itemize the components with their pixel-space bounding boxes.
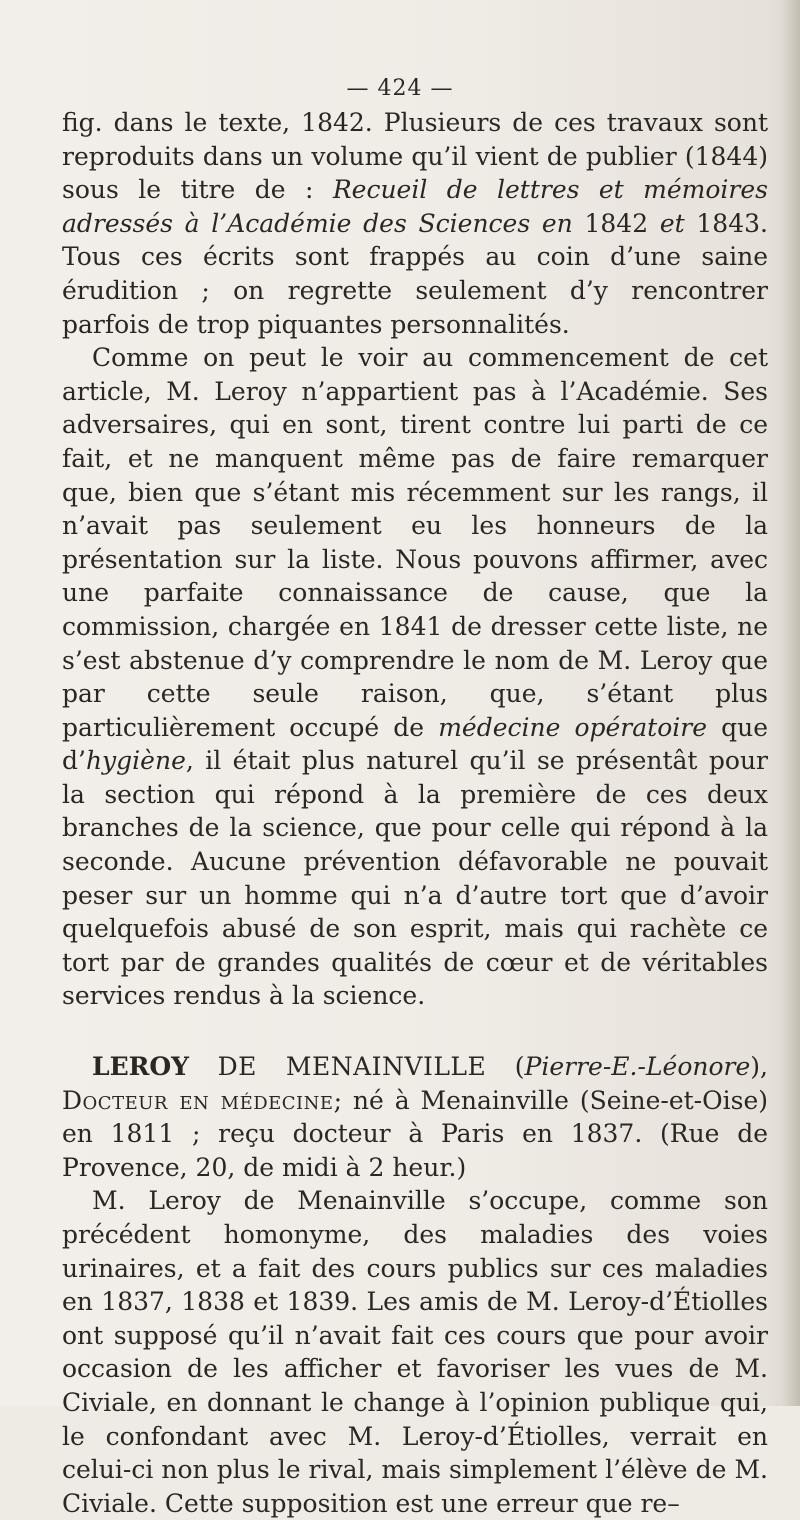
paragraph-1 bbox=[62, 106, 768, 341]
entry-heading bbox=[62, 1050, 768, 1184]
page-number: — 424 — bbox=[346, 76, 454, 101]
paragraph-4: M. Leroy de Menainville s’occupe, comme son précédent homonyme, des maladies des voies urinaires, et a fait des cours publics sur ces maladies en 1837, 1838 et 1839. Les amis de M. Leroy-d’Étiolles ont supposé qu’il n’avait fait ces cours que pour avoir occasion de les afficher et favoriser les vues de M. Civiale, en donnant le change à l’opinion publique qui, le confondant avec M. Leroy-d’Étiolles, verrait en celui-ci non plus le rival, mais simplement l’élève de M. Civiale. Cette supposition est une erreur que re– bbox=[62, 1186, 768, 1518]
entry-place-name: DE MENAINVILLE bbox=[217, 1052, 487, 1082]
entry-given-close: ), bbox=[750, 1052, 768, 1082]
paragraph-2-italic-medecine: médecine opératoire bbox=[438, 712, 708, 742]
entry-given-names: Pierre-E.-Léonore bbox=[524, 1052, 751, 1082]
page-body bbox=[62, 106, 768, 1520]
entry-title: Docteur en médecine bbox=[62, 1085, 334, 1115]
paragraph-1-end: 1843. Tous ces écrits sont frappés au coin d’une saine érudition ; on regrette seulement d’y rencontrer parfois de trop piquantes personnalités. bbox=[62, 208, 768, 339]
paragraph-2-italic-hygiene: hygiène bbox=[85, 746, 186, 776]
entry-details: ; né à Menainville (Seine-et-Oise) en 1811 ; reçu docteur à Paris en 1837. (Rue de Provence, 20, de midi à 2 heur.) bbox=[62, 1085, 768, 1182]
section-gap bbox=[62, 1013, 768, 1050]
paragraph-1-italic-title: Recueil de lettres et mémoires adressés à l’Académie des Sciences en bbox=[62, 175, 768, 238]
paragraph-1-text: fig. dans le texte, 1842. Plusieurs de ces travaux sont reproduits dans un volume qu’il vient de publier (1844) sous le titre de : bbox=[62, 108, 768, 205]
entry-given-open: ( bbox=[486, 1052, 525, 1082]
entry-name: LEROY bbox=[92, 1052, 190, 1082]
paragraph-2-text: Comme on peut le voir au commencement de cet article, M. Leroy n’appartient pas à l’Académie. Ses adversaires, qui en sont, tirent contre lui parti de ce fait, et ne manquent même pas de faire remarquer que, bien que s’étant mis récemment sur les rangs, il n’avait pas seulement eu les honneurs de la présentation sur la liste. Nous pouvons affirmer, avec une parfaite connaissance de cause, que la commission, chargée en 1841 de dresser cette liste, ne s’est abstenue d’y comprendre le nom de M. Leroy que par cette seule raison, que, s’étant plus particulièrement occupé de bbox=[62, 343, 768, 742]
paragraph-2 bbox=[62, 341, 768, 1013]
paragraph-1-italic-et: et bbox=[659, 208, 685, 238]
paragraph-1-year: 1842 bbox=[572, 208, 660, 238]
paragraph-2-mid: que d’ bbox=[62, 712, 768, 776]
paragraph-2-end: , il était plus naturel qu’il se présentât pour la section qui répond à la première de ces deux branches de la science, que pour celle qui répond à la seconde. Aucune prévention défavorable ne pouvait peser sur un homme qui n’a d’autre tort que d’avoir quelquefois abusé de son esprit, mais qui rachète ce tort par de grandes qualités de cœur et de véritables services rendus à la science. bbox=[62, 746, 768, 1011]
page-edge-shadow bbox=[782, 0, 800, 1406]
